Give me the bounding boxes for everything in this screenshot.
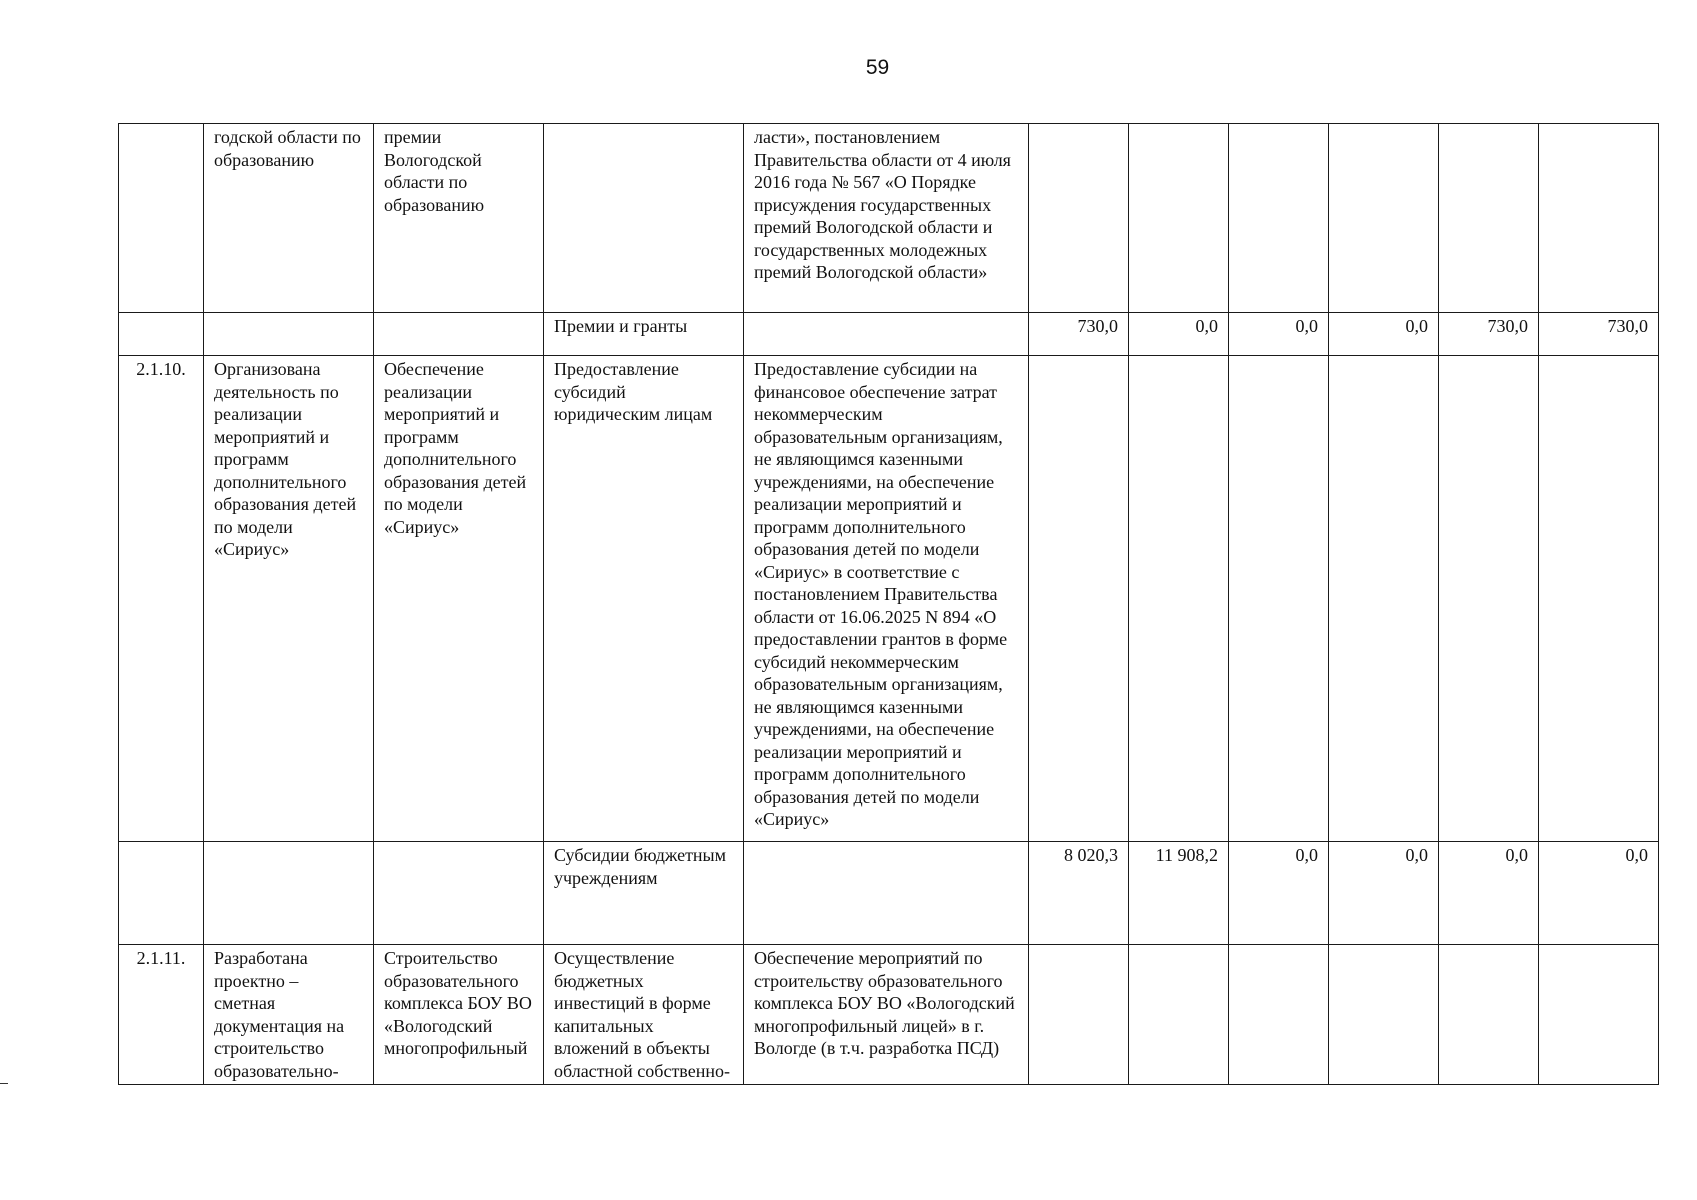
value-cell bbox=[1029, 945, 1129, 1085]
expense-type-text: Предоставление субсидий юридическим лицам bbox=[554, 359, 713, 424]
description-text: Предоставление субсидии на финансовое обеспечение затрат некоммерческим образовательным организациям, не являющимся казенными учреждениями, на обеспечение реализации мероприятий и программ дополнительного образования детей по модели «Сириус» в соответствие с постановлением Правительства области от 16.06.2025 N 894 «О предоставлении грантов в форме субсидий некоммерческим образовательным организациям, не являющимся казенными учреждениями, на обеспечение реализации мероприятий и программ дополнительного образования детей по модели «Сириус» bbox=[754, 359, 1008, 829]
result-cell bbox=[204, 313, 374, 356]
activity-cell bbox=[374, 313, 544, 356]
activity-cell bbox=[374, 945, 544, 1085]
budget-table bbox=[118, 123, 1659, 1085]
expense-type-cell bbox=[544, 945, 744, 1085]
value-cell: 0,0 bbox=[1129, 313, 1229, 356]
table-row bbox=[119, 356, 1659, 842]
expense-type-text: Осуществление бюджетных инвестиций в форме капитальных вложений в объекты областной собственно- bbox=[554, 948, 730, 1081]
value-cell: 11 908,2 bbox=[1129, 842, 1229, 945]
result-cell bbox=[204, 124, 374, 313]
value-cell: 0,0 bbox=[1229, 842, 1329, 945]
value-cell: 730,0 bbox=[1539, 313, 1659, 356]
result-cell bbox=[204, 356, 374, 842]
activity-cell bbox=[374, 356, 544, 842]
value-cell: 0,0 bbox=[1539, 842, 1659, 945]
description-cell bbox=[744, 945, 1029, 1085]
description-text: ласти», постановлением Правительства области от 4 июля 2016 года № 567 «О Порядке присуждения государственных премий Вологодской области и государственных молодежных премий Вологодской области» bbox=[754, 127, 1011, 282]
value-cell bbox=[1129, 945, 1229, 1085]
value-cell: 0,0 bbox=[1329, 313, 1439, 356]
description-cell bbox=[744, 313, 1029, 356]
expense-type-cell bbox=[544, 124, 744, 313]
description-cell bbox=[744, 842, 1029, 945]
description-cell bbox=[744, 356, 1029, 842]
result-text: Разработана проектно – сметная документация на строительство образовательно- bbox=[214, 948, 345, 1081]
value-cell bbox=[1439, 945, 1539, 1085]
expense-type-cell bbox=[544, 356, 744, 842]
value-cell: 730,0 bbox=[1029, 313, 1129, 356]
result-text: годской области по образованию bbox=[214, 127, 361, 170]
activity-cell bbox=[374, 842, 544, 945]
table-row bbox=[119, 313, 1659, 356]
row-number-cell: 2.1.10. bbox=[119, 356, 204, 842]
table-row bbox=[119, 945, 1659, 1085]
value-cell: 0,0 bbox=[1229, 313, 1329, 356]
value-cell bbox=[1329, 945, 1439, 1085]
value-cell bbox=[1329, 356, 1439, 842]
activity-text: премии Вологодской области по образованию bbox=[384, 127, 485, 215]
value-cell bbox=[1029, 356, 1129, 842]
table-row bbox=[119, 124, 1659, 313]
value-cell: 8 020,3 bbox=[1029, 842, 1129, 945]
value-cell: 0,0 bbox=[1439, 842, 1539, 945]
row-number-cell: 2.1.11. bbox=[119, 945, 204, 1085]
result-text: Организована деятельность по реализации мероприятий и программ дополнительного образования детей по модели «Сириус» bbox=[214, 359, 357, 559]
activity-text: Строительство образовательного комплекса БОУ ВО «Вологодский многопрофильный bbox=[384, 948, 532, 1058]
value-cell bbox=[1539, 945, 1659, 1085]
value-cell bbox=[1439, 356, 1539, 842]
row-number-cell bbox=[119, 124, 204, 313]
table-row bbox=[119, 842, 1659, 945]
value-cell bbox=[1539, 356, 1659, 842]
activity-text: Обеспечение реализации мероприятий и программ дополнительного образования детей по модели «Сириус» bbox=[384, 359, 527, 537]
value-cell: 730,0 bbox=[1439, 313, 1539, 356]
margin-mark bbox=[0, 1083, 8, 1084]
value-cell bbox=[1439, 124, 1539, 313]
expense-type-cell: Премии и гранты bbox=[544, 313, 744, 356]
description-text: Обеспечение мероприятий по строительству образовательного комплекса БОУ ВО «Вологодский многопрофильный лицей» в г. Вологде (в т.ч. разработка ПСД) bbox=[754, 948, 1015, 1058]
row-number-cell bbox=[119, 842, 204, 945]
row-number-cell bbox=[119, 313, 204, 356]
activity-cell bbox=[374, 124, 544, 313]
value-cell bbox=[1329, 124, 1439, 313]
page-number: 59 bbox=[865, 56, 890, 79]
value-cell: 0,0 bbox=[1329, 842, 1439, 945]
value-cell bbox=[1229, 124, 1329, 313]
value-cell bbox=[1229, 356, 1329, 842]
expense-type-text: Субсидии бюджетным учреждениям bbox=[554, 845, 727, 888]
value-cell bbox=[1129, 124, 1229, 313]
value-cell bbox=[1129, 356, 1229, 842]
value-cell bbox=[1029, 124, 1129, 313]
description-cell bbox=[744, 124, 1029, 313]
value-cell bbox=[1229, 945, 1329, 1085]
result-cell bbox=[204, 842, 374, 945]
value-cell bbox=[1539, 124, 1659, 313]
result-cell bbox=[204, 945, 374, 1085]
expense-type-cell bbox=[544, 842, 744, 945]
